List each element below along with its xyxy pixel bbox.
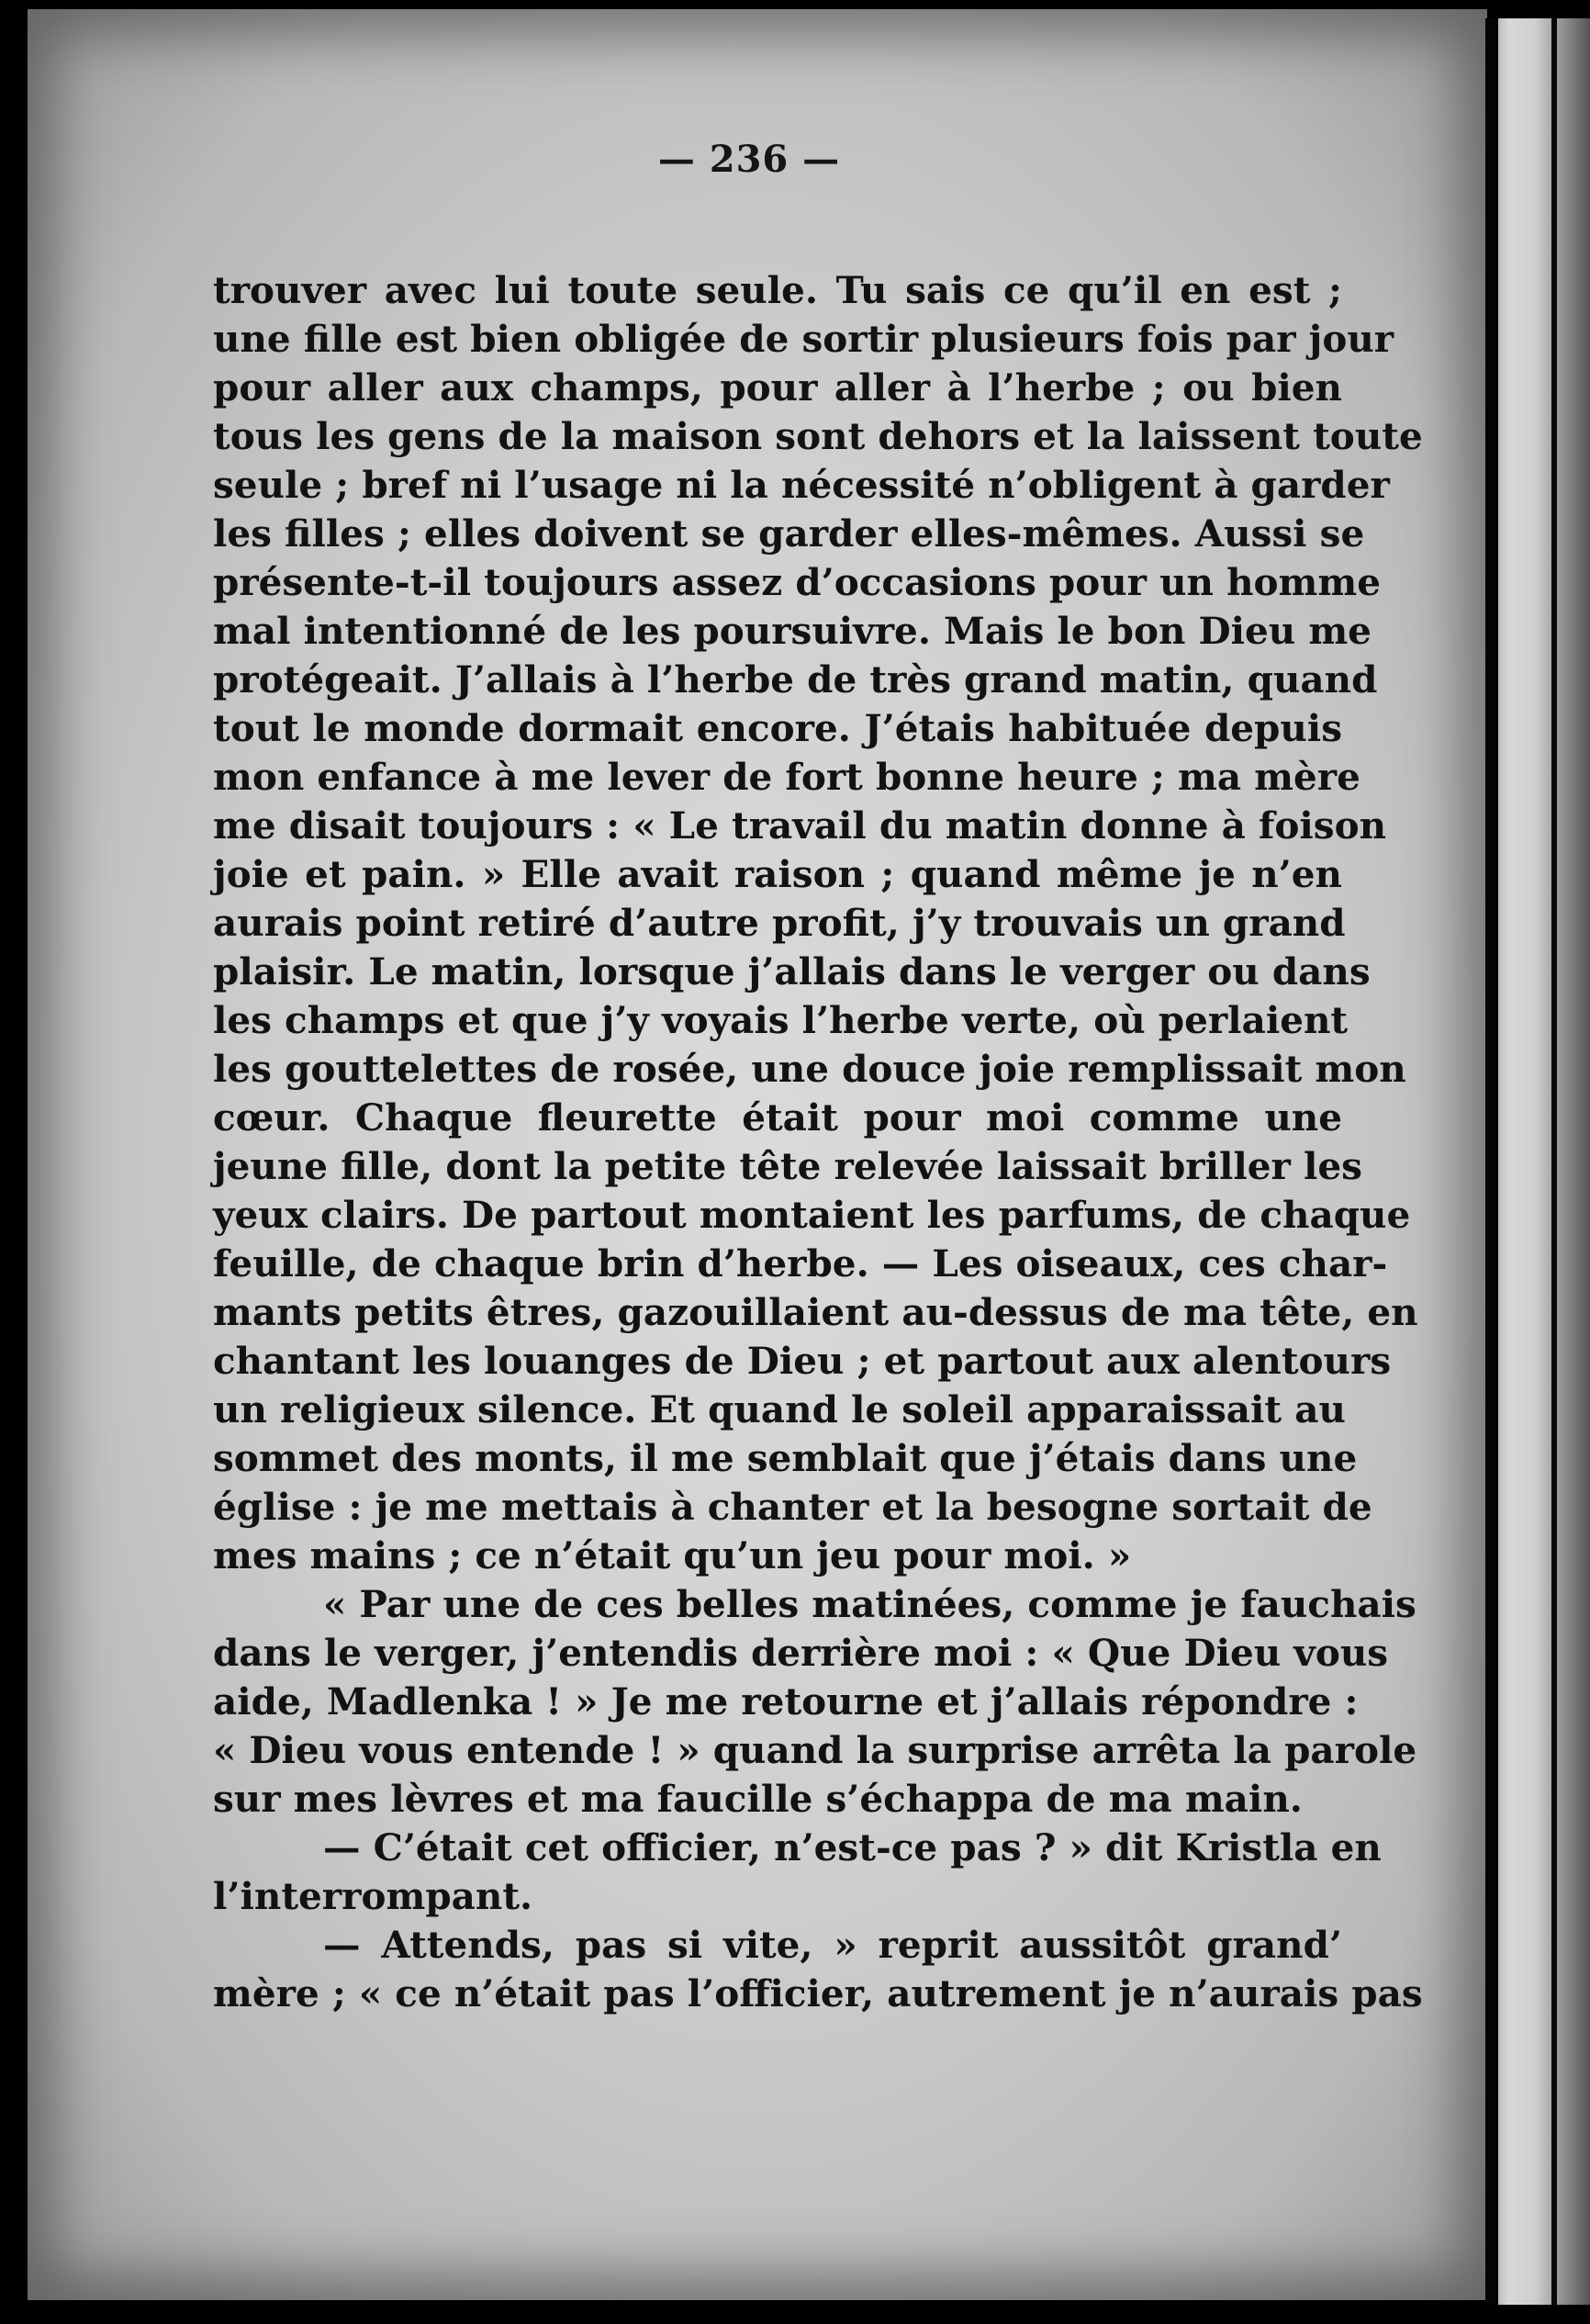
text-line: feuille, de chaque brin d’herbe. — Les oiseaux, ces char- [213,1241,1388,1285]
text-line: — Attends, pas si vite, » reprit aussitôt grand’ [323,1923,1342,1967]
text-line: dans le verger, j’entendis derrière moi : « Que Dieu vous [213,1631,1389,1675]
text-line: aurais point retiré d’autre profit, j’y trouvais un grand [213,901,1346,945]
text-line: mants petits êtres, gazouillaient au-dessus de ma tête, en [213,1290,1418,1334]
text-line: église : je me mettais à chanter et la besogne sortait de [213,1485,1372,1529]
text-line: sur mes lèvres et ma faucille s’échappa de ma main. [213,1777,1303,1821]
text-line: — C’était cet officier, n’est-ce pas ? » dit Kristla en [323,1825,1382,1869]
page-edge-shadow [1485,18,1496,2305]
text-line: l’interrompant. [213,1874,533,1918]
text-line: un religieux silence. Et quand le soleil apparaissait au [213,1387,1346,1431]
text-line: les gouttelettes de rosée, une douce joie remplissait mon [213,1047,1406,1091]
text-line: pour aller aux champs, pour aller à l’herbe ; ou bien [213,365,1342,410]
text-line: tout le monde dormait encore. J’étais habituée depuis [213,706,1342,750]
text-line: tous les gens de la maison sont dehors et la laissent toute [213,414,1423,458]
text-line: yeux clairs. De partout montaient les parfums, de chaque [213,1193,1411,1237]
text-line: présente-t-il toujours assez d’occasions pour un homme [213,560,1382,604]
page-gutter [1498,18,1590,2305]
text-line: mes mains ; ce n’était qu’un jeu pour moi. » [213,1533,1132,1577]
text-line: trouver avec lui toute seule. Tu sais ce qu’il en est ; [213,268,1342,312]
text-line: protégeait. J’allais à l’herbe de très grand matin, quand [213,657,1378,702]
text-line: les filles ; elles doivent se garder elles-mêmes. Aussi se [213,511,1365,556]
text-line: mon enfance à me lever de fort bonne heure ; ma mère [213,755,1360,799]
text-line: joie et pain. » Elle avait raison ; quand même je n’en [213,852,1342,896]
text-line: « Dieu vous entende ! » quand la surprise arrêta la parole [213,1728,1417,1772]
text-line: me disait toujours : « Le travail du matin donne à foison [213,803,1387,848]
text-line: une fille est bien obligée de sortir plusieurs fois par jour [213,317,1394,361]
text-line: sommet des monts, il me semblait que j’étais dans une [213,1436,1358,1480]
text-line: les champs et que j’y voyais l’herbe verte, où perlaient [213,998,1349,1042]
text-line: seule ; bref ni l’usage ni la nécessité n’obligent à garder [213,463,1390,507]
body-text [213,266,1423,2018]
text-line: cœur. Chaque fleurette était pour moi comme une [213,1095,1342,1140]
text-line: « Par une de ces belles matinées, comme je fauchais [323,1582,1416,1626]
text-line: chantant les louanges de Dieu ; et partout aux alentours [213,1339,1392,1383]
text-line: mal intentionné de les poursuivre. Mais le bon Dieu me [213,609,1372,653]
text-line: mère ; « ce n’était pas l’officier, autrement je n’aurais pas [213,1971,1423,2015]
text-line: aide, Madlenka ! » Je me retourne et j’allais répondre : [213,1679,1359,1723]
text-line: plaisir. Le matin, lorsque j’allais dans le verger ou dans [213,949,1371,994]
page-number: — 236 — [657,138,841,181]
text-line: jeune fille, dont la petite tête relevée laissait briller les [213,1144,1362,1188]
page-binding-line [1551,18,1557,2305]
